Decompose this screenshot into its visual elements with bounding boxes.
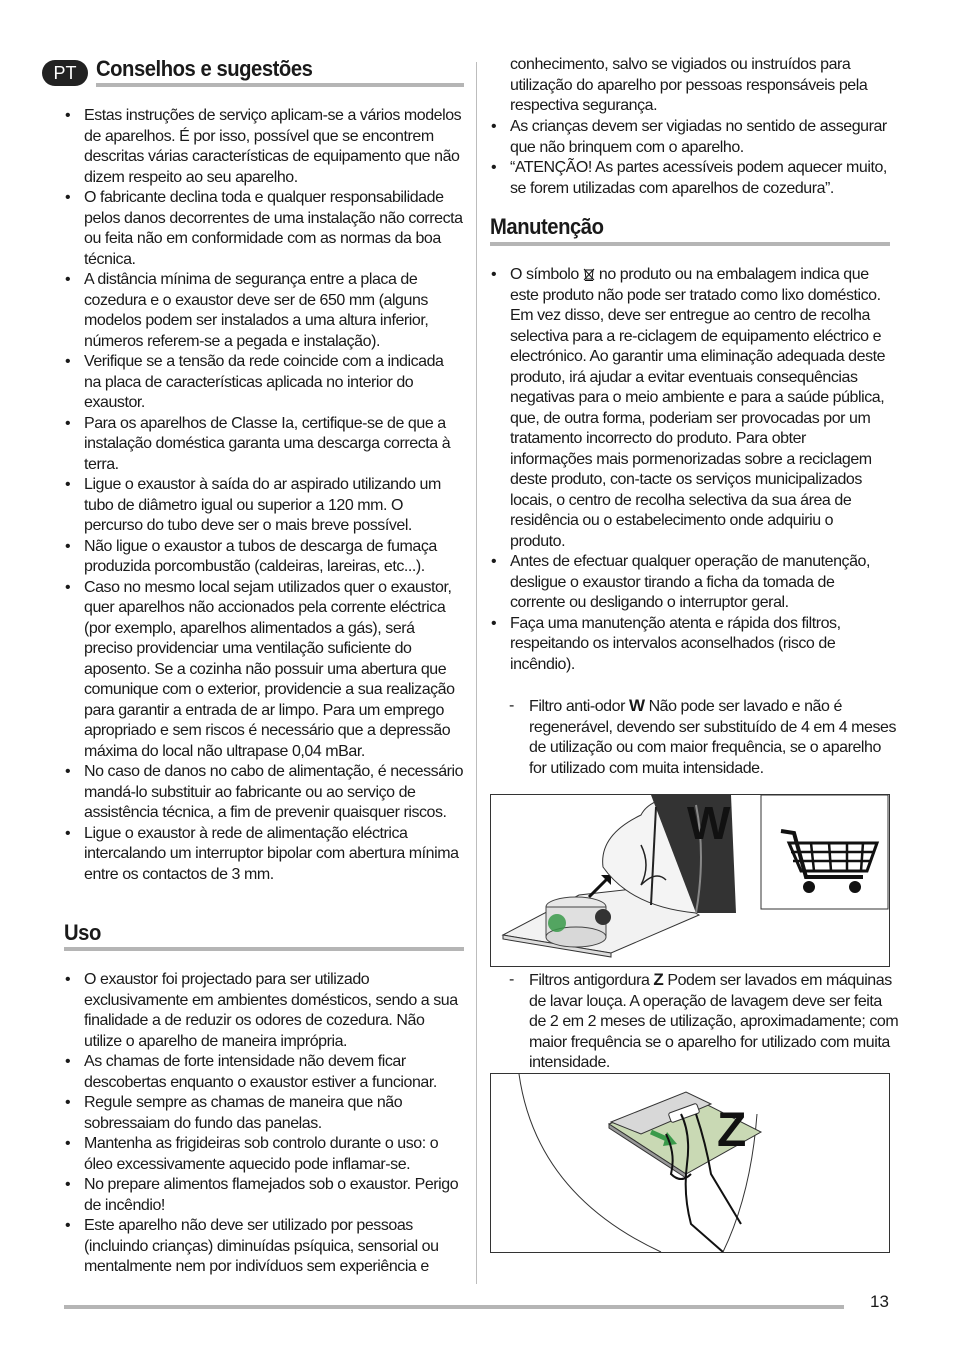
section-rule	[490, 242, 890, 246]
list-item: • Caso no mesmo local sejam utilizados quer o exaustor, quer aparelhos não accionados pela corrente eléctrica (por exemplo, aparelhos alimentados a gás), será preciso providenciar uma ventilação suficiente do aposento. Se a cozinha não possuir uma abertura que comunique com o exterior, providencie a sua realização para garantir a entrada de ar limpo. Para um emprego apropriado e sem riscos é necessário que a depressão máxima do local não ultrapase 0,04 mBar.	[64, 578, 464, 763]
weee-bin-icon	[583, 267, 595, 281]
svg-text:W: W	[687, 797, 731, 849]
maintenance-list	[490, 265, 890, 675]
list-item: • A distância mínima de segurança entre a placa de cozedura e o exaustor deve ser de 650 mm (alguns modelos podem ser instalados a uma altura inferior, números referem-se a pegada e instalação).	[64, 270, 464, 352]
section-title-uso: Uso	[64, 920, 101, 945]
section-title-conselhos: Conselhos e sugestões	[96, 56, 313, 81]
hood-filter-illustration	[491, 795, 889, 966]
list-item: • Para os aparelhos de Classe Ia, certifique-se de que a instalação doméstica garanta uma descarga correcta à terra.	[64, 414, 464, 476]
language-badge: PT	[42, 60, 88, 86]
list-item: • Antes de efectuar qualquer operação de manutenção, desligue o exaustor tirando a ficha da tomada de corrente ou desligando o interruptor geral.	[490, 552, 890, 614]
list-item: • O exaustor foi projectado para ser utilizado exclusivamente em ambientes domésticos, sendo a sua finalidade a de reduzir os odores de cozedura. Não utilize o aparelho de maneira imprópria.	[64, 970, 464, 1052]
list-item: • Este aparelho não deve ser utilizado por pessoas (incluindo crianças) diminuídas psíquica, sensorial ou mentalmente nem por indivíduos sem experiência e	[64, 1216, 464, 1278]
usage-list	[64, 970, 464, 1278]
list-item: • “ATENÇÃO! As partes acessíveis podem aquecer muito, se forem utilizadas com aparelhos de cozedura”.	[490, 158, 890, 199]
advice-list	[64, 106, 464, 885]
list-item: • As chamas de forte intensidade não devem ficar descobertas enquanto o exaustor estiver a funcionar.	[64, 1052, 464, 1093]
list-item: • Verifique se a tensão da rede coincide com a indicada na placa de características aplicada no interior do exaustor.	[64, 352, 464, 414]
filter-w-description: - Filtro anti-odor W Não pode ser lavado e não é regenerável, devendo ser substituído de 4 em 4 meses de utilização ou com maior frequência, se o aparelho for utilizado com muita intensidade.	[509, 696, 899, 779]
filter-z-description: - Filtros antigordura Z Podem ser lavados em máquinas de lavar louça. A operação de lavagem deve ser feita de 2 em 2 meses de utilização, aproximadamente; com maior frequência se o aparelho for utilizado com muita intensidade.	[509, 970, 899, 1074]
section-title-manutencao: Manutenção	[490, 214, 604, 239]
list-item: • Ligue o exaustor à rede de alimentação eléctrica intercalando um interruptor bipolar com abertura mínima entre os contactos de 3 mm.	[64, 824, 464, 886]
figure-charcoal-filter	[490, 794, 890, 967]
section-rule	[96, 83, 464, 87]
figure-grease-filter	[490, 1073, 890, 1253]
usage-continuation: conhecimento, salvo se vigiados ou instruídos para utilização do aparelho por pessoas responsáveis pela respectiva segurança.	[510, 56, 868, 114]
list-item: • Não ligue o exaustor a tubos de descarga de fumaça produzida porcombustão (caldeiras, lareiras, etc...).	[64, 537, 464, 578]
page-number: 13	[870, 1292, 889, 1311]
list-item: • O símbolo no produto ou na embalagem indica que este produto não pode ser tratado como lixo doméstico. Em vez disso, deve ser entregue ao centro de recolha selectiva para a re-ciclagem de equipamento eléctrico e electrónico. Ao garantir uma eliminação adequada deste produto, irá ajudar a evitar eventuais consequências negativas para o meio ambiente e para a saúde pública, que, de outra forma, poderiam ser provocadas por um tratamento incorrecto do produto. Para obter informações mais pormenorizadas sobre a reciclagem deste produto, con-tacte os serviços municipalizados locais, o centro de recolha selectiva da sua área de residência ou o estabelecimento onde adquiriu o produto.	[490, 265, 890, 552]
usage-list-continued	[490, 117, 890, 199]
section-rule	[64, 947, 464, 951]
list-item: • Faça uma manutenção atenta e rápida dos filtros, respeitando os intervalos aconselhados (risco de incêndio).	[490, 614, 890, 676]
list-item: • O fabricante declina toda e qualquer responsabilidade pelos danos decorrentes de uma instalação não correcta ou feita não em conformidade com as normas da boa técnica.	[64, 188, 464, 270]
grease-filter-illustration	[491, 1074, 889, 1252]
column-divider	[476, 62, 477, 1284]
list-item: • Mantenha as frigideiras sob controlo durante o uso: o óleo excessivamente aquecido pode inflamar-se.	[64, 1134, 464, 1175]
list-item: • Estas instruções de serviço aplicam-se a vários modelos de aparelhos. É por isso, possível que se encontrem descritas várias características de equipamento que não dizem respeito ao seu aparelho.	[64, 106, 464, 188]
svg-text:Z: Z	[717, 1104, 747, 1157]
list-item: • Ligue o exaustor à saída do ar aspirado utilizando um tubo de diâmetro igual ou superior a 120 mm. O percurso do tubo deve ser o mais breve possível.	[64, 475, 464, 537]
list-item: • No prepare alimentos flamejados sob o exaustor. Perigo de incêndio!	[64, 1175, 464, 1216]
list-item: • As crianças devem ser vigiadas no sentido de assegurar que não brinquem com o aparelho.	[490, 117, 890, 158]
list-item: • No caso de danos no cabo de alimentação, é necessário mandá-lo substituir ao fabricante ou ao serviço de assistência técnica, a fim de prevenir quaisquer riscos.	[64, 762, 464, 824]
footer-rule	[64, 1305, 844, 1309]
list-item: • Regule sempre as chamas de maneira que não sobressaiam do fundo das panelas.	[64, 1093, 464, 1134]
